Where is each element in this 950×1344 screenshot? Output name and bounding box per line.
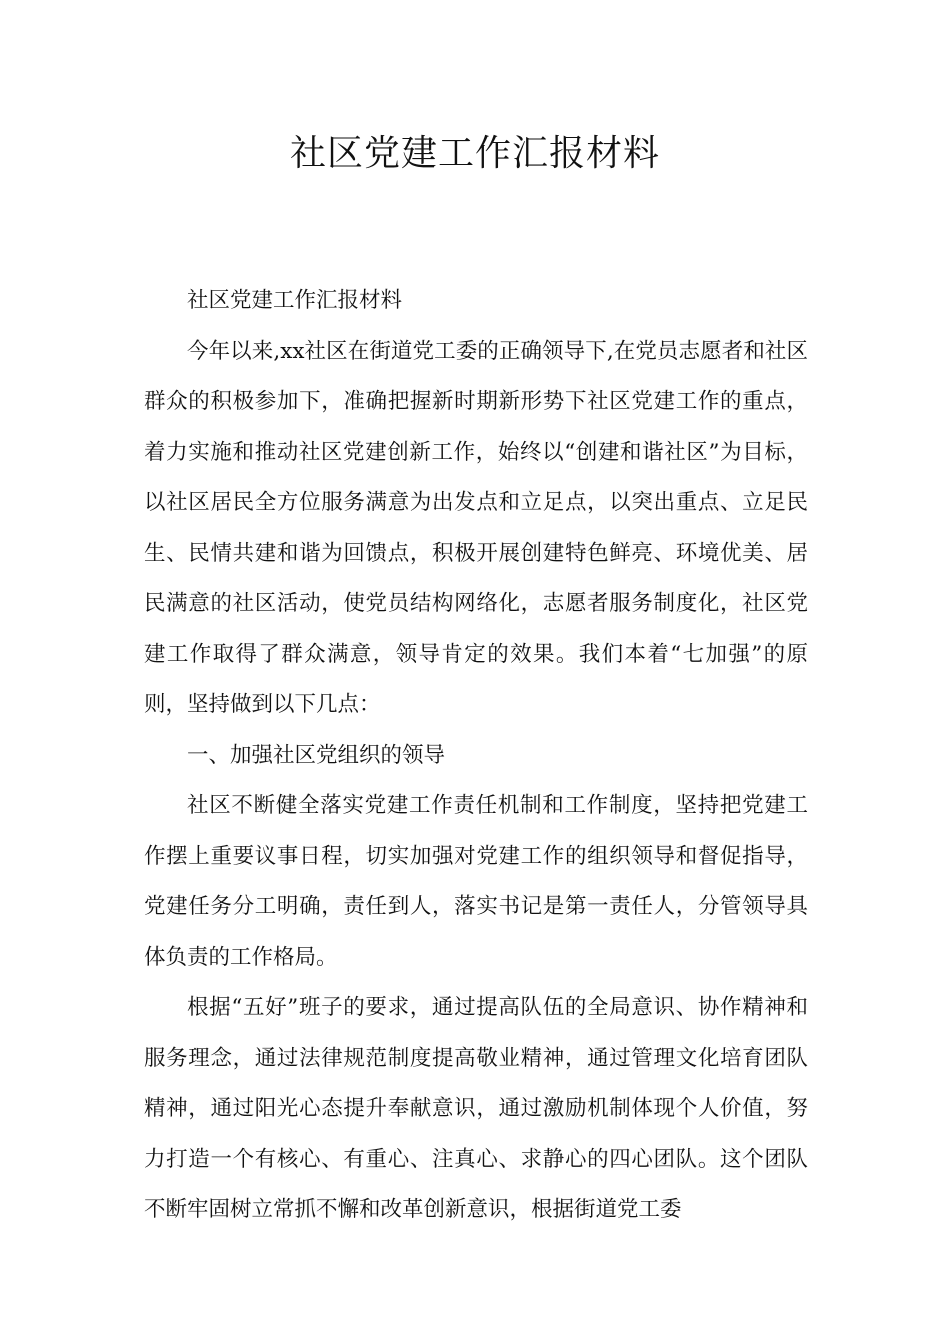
document-body — [144, 276, 808, 1236]
paragraph-intro: 今年以来,xx社区在街道党工委的正确领导下,在党员志愿者和社区群众的积极参加下，准确把握新时期新形势下社区党建工作的重点，着力实施和推动社区党建创新工作，始终以“创建和谐社区”为目标，以社区居民全方位服务满意为出发点和立足点，以突出重点、立足民生、民情共建和谐为回馈点，积极开展创建特色鲜亮、环境优美、居民满意的社区活动，使党员结构网络化，志愿者服务制度化，社区党建工作取得了群众满意，领导肯定的效果。我们本着“七加强”的原则，坚持做到以下几点： — [144, 338, 808, 717]
paragraph-heading: 社区党建工作汇报材料 — [187, 288, 403, 313]
paragraph-five-good: 根据“五好”班子的要求，通过提高队伍的全局意识、协作精神和服务理念，通过法律规范制度提高敬业精神，通过管理文化培育团队精神，通过阳光心态提升奉献意识，通过激励机制体现个人价值，努力打造一个有核心、有重心、注真心、求静心的四心团队。这个团队不断牢固树立常抓不懈和改革创新意识，根据街道党工委 — [144, 995, 808, 1222]
document-title: 社区党建工作汇报材料 — [289, 133, 660, 174]
section-heading-1: 一、加强社区党组织的领导 — [187, 742, 446, 768]
paragraph-section-1: 社区不断健全落实党建工作责任机制和工作制度，坚持把党建工作摆上重要议事日程，切实加强对党建工作的组织领导和督促指导，党建任务分工明确，责任到人，落实书记是第一责任人，分管领导具体负责的工作格局。 — [144, 793, 808, 970]
